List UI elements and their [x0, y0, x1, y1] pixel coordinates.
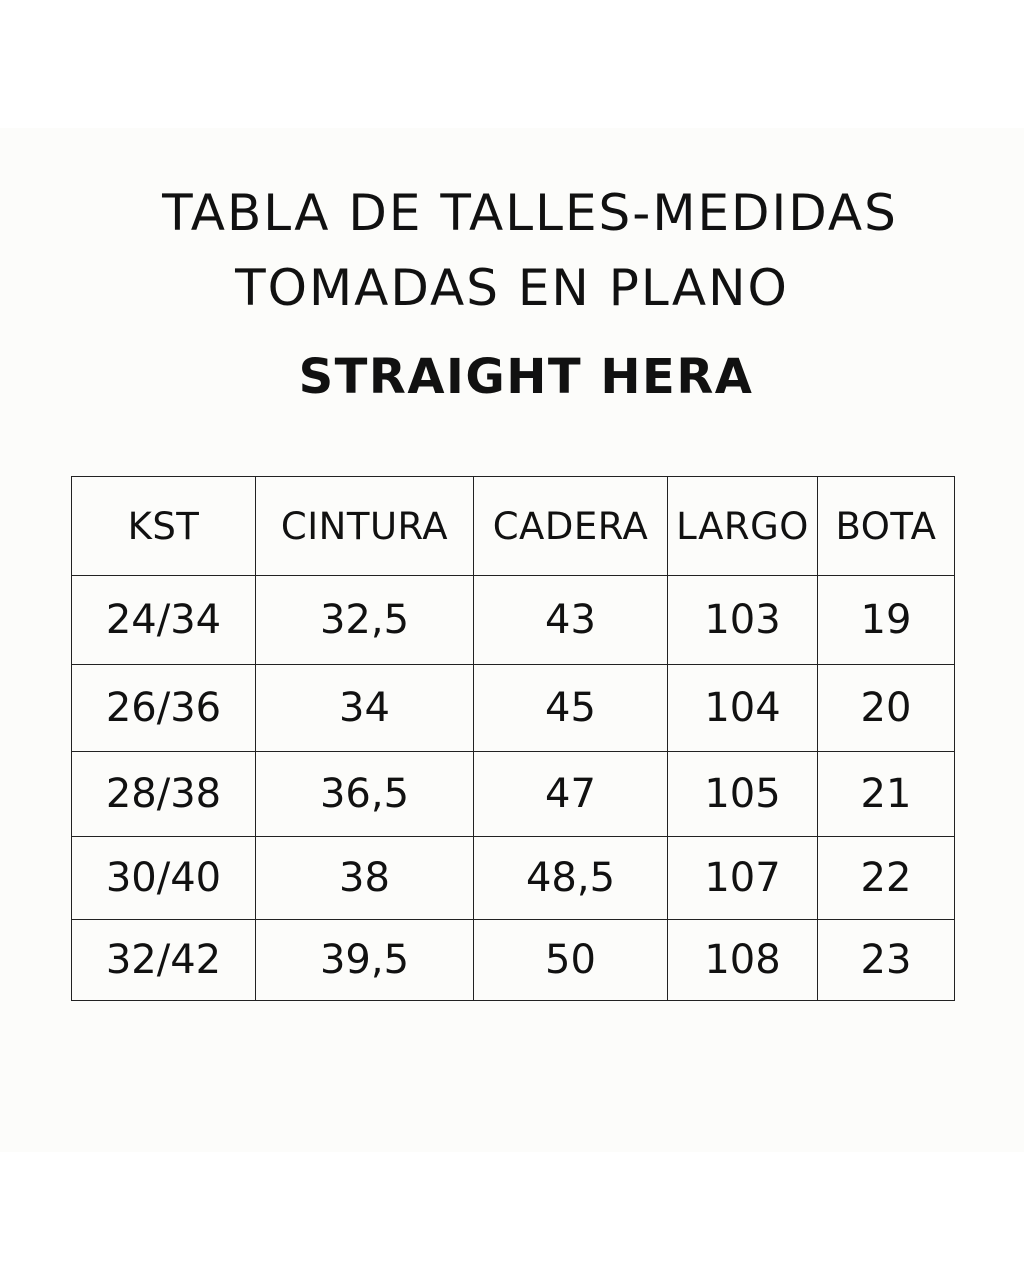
header-kst: KST [72, 477, 256, 576]
cell-bota: 22 [818, 837, 955, 920]
header-largo: LARGO [668, 477, 818, 576]
table-row [72, 576, 955, 665]
cell-kst: 28/38 [72, 752, 256, 837]
cell-largo: 104 [668, 665, 818, 752]
cell-cadera: 45 [474, 665, 668, 752]
cell-largo: 108 [668, 920, 818, 1001]
cell-kst: 32/42 [72, 920, 256, 1001]
cell-cintura: 34 [256, 665, 474, 752]
cell-largo: 103 [668, 576, 818, 665]
table-row [72, 665, 955, 752]
cell-bota: 20 [818, 665, 955, 752]
title-line-2: TOMADAS EN PLANO [235, 259, 789, 317]
title-line-1: TABLA DE TALLES-MEDIDAS [162, 184, 898, 242]
table-row [72, 920, 955, 1001]
cell-kst: 30/40 [72, 837, 256, 920]
header-cintura: CINTURA [256, 477, 474, 576]
cell-bota: 23 [818, 920, 955, 1001]
cell-cintura: 39,5 [256, 920, 474, 1001]
table-header-row [72, 477, 955, 576]
cell-cintura: 32,5 [256, 576, 474, 665]
cell-bota: 19 [818, 576, 955, 665]
cell-cintura: 38 [256, 837, 474, 920]
size-table [71, 476, 955, 1001]
cell-bota: 21 [818, 752, 955, 837]
cell-cadera: 43 [474, 576, 668, 665]
cell-cadera: 50 [474, 920, 668, 1001]
header-bota: BOTA [818, 477, 955, 576]
cell-kst: 24/34 [72, 576, 256, 665]
table-row [72, 752, 955, 837]
table-row [72, 837, 955, 920]
cell-cadera: 47 [474, 752, 668, 837]
cell-cintura: 36,5 [256, 752, 474, 837]
cell-cadera: 48,5 [474, 837, 668, 920]
header-cadera: CADERA [474, 477, 668, 576]
cell-kst: 26/36 [72, 665, 256, 752]
cell-largo: 105 [668, 752, 818, 837]
product-name: STRAIGHT HERA [298, 349, 754, 405]
cell-largo: 107 [668, 837, 818, 920]
